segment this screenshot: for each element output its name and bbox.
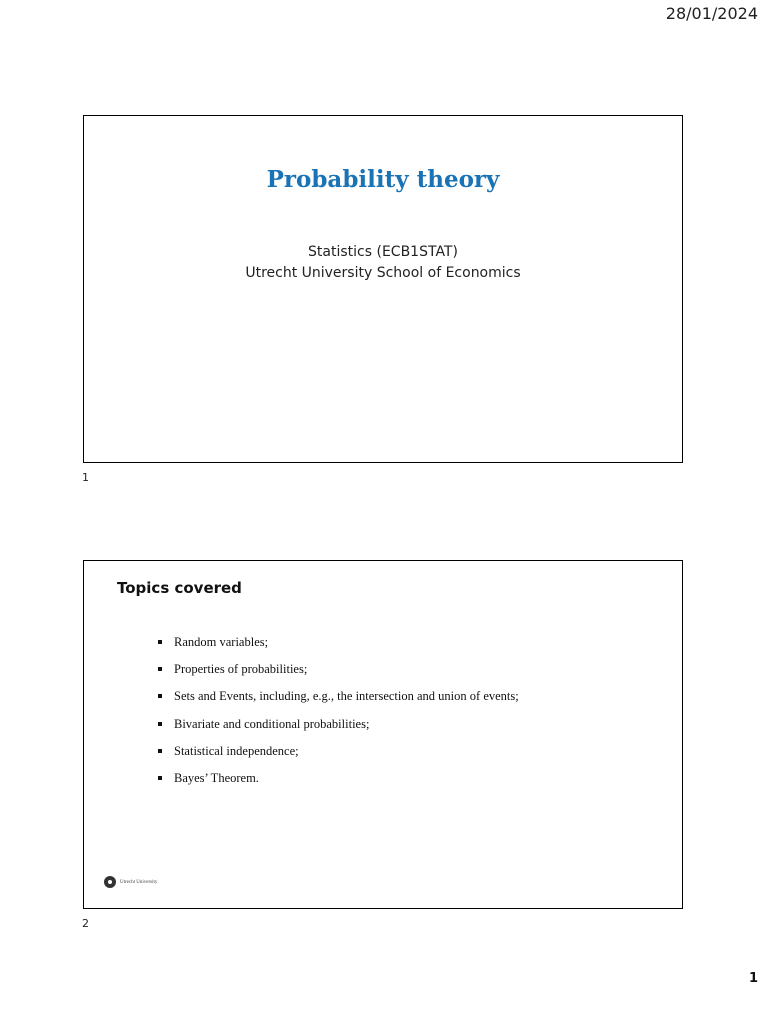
- course-name: Statistics (ECB1STAT): [308, 244, 458, 260]
- list-item: [158, 744, 519, 771]
- slide-2-topics: [83, 560, 683, 909]
- topics-list: [158, 635, 519, 798]
- bullet-square-icon: [158, 776, 162, 780]
- print-date: 28/01/2024: [665, 4, 758, 23]
- list-item-text: Random variables;: [174, 635, 269, 649]
- school-name: Utrecht University School of Economics: [245, 265, 521, 281]
- list-item: [158, 717, 519, 744]
- list-item: [158, 635, 519, 662]
- list-item: [158, 689, 519, 716]
- slide-subtitle: [84, 242, 682, 284]
- university-logo: [104, 876, 157, 888]
- list-item-text: Bayes’ Theorem.: [174, 770, 259, 785]
- section-heading: Topics covered: [117, 579, 242, 597]
- bullet-square-icon: [158, 640, 162, 644]
- bullet-square-icon: [158, 667, 162, 671]
- list-item: [158, 662, 519, 689]
- list-item-text: Sets and Events, including, e.g., the intersection and union of events;: [174, 689, 519, 704]
- list-item-text: Properties of probabilities;: [174, 662, 308, 677]
- slide-number: 2: [82, 917, 89, 930]
- slide-1-title-slide: [83, 115, 683, 463]
- list-item: [158, 771, 519, 798]
- slide-number: 1: [82, 471, 89, 484]
- list-item-text: Bivariate and conditional probabilities;: [174, 716, 370, 731]
- bullet-square-icon: [158, 722, 162, 726]
- list-item-text: Statistical independence;: [174, 743, 299, 758]
- bullet-square-icon: [158, 694, 162, 698]
- university-seal-icon: [104, 876, 116, 888]
- bullet-square-icon: [158, 749, 162, 753]
- page-number: 1: [748, 971, 758, 986]
- logo-text: Utrecht University: [120, 879, 158, 885]
- slide-title: Probability theory: [266, 166, 500, 193]
